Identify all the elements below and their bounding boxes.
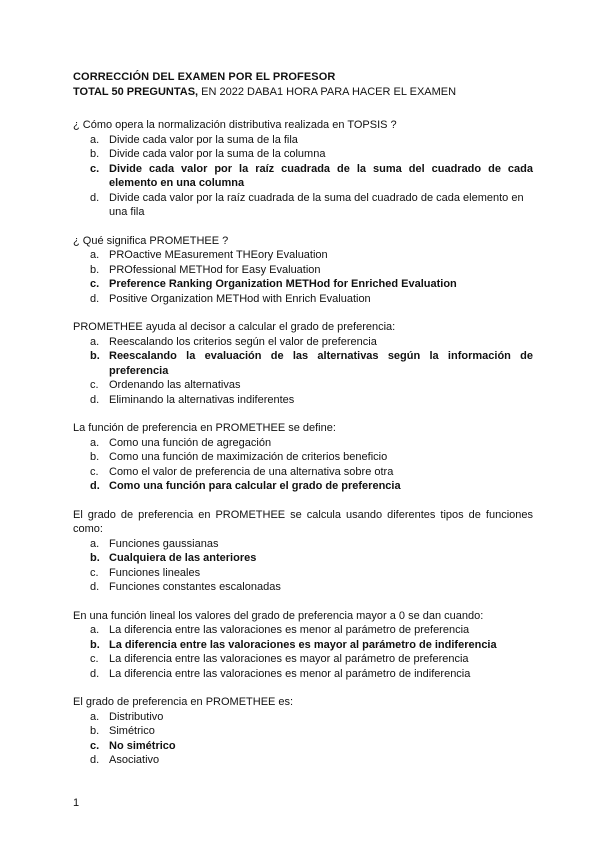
- option-marker: d.: [90, 393, 100, 406]
- option-text: Divide cada valor por la raíz cuadrada de la suma del cuadrado de cada elemento en una fila: [109, 191, 524, 218]
- question-block: [73, 234, 533, 307]
- option-marker: d.: [90, 667, 100, 680]
- option: [73, 393, 533, 408]
- correct-option: [73, 277, 533, 292]
- question-text: PROMETHEE ayuda al decisor a calcular el grado de preferencia:: [73, 321, 396, 333]
- option-list: [73, 436, 533, 494]
- option-text: PROactive MEasurement THEory Evaluation: [109, 249, 328, 261]
- option-marker: b.: [90, 552, 100, 564]
- option-marker: b.: [90, 148, 100, 160]
- option-marker: d.: [90, 754, 100, 766]
- document-header: [73, 70, 533, 100]
- option-text: Reescalando la evaluación de las alternativas según la información de preferencia: [109, 350, 533, 377]
- option-marker: b.: [90, 638, 100, 651]
- document-subtitle: [73, 85, 533, 100]
- option: [73, 263, 533, 278]
- option-text: Positive Organization METHod with Enrich Evaluation: [109, 292, 371, 305]
- subtitle-bold: TOTAL 50 PREGUNTAS,: [73, 86, 199, 98]
- option-text: Asociativo: [109, 754, 160, 766]
- option: [73, 566, 533, 581]
- option: [73, 667, 533, 682]
- option-text: La diferencia entre las valoraciones es menor al parámetro de indiferencia: [109, 667, 471, 680]
- option-text: La diferencia entre las valoraciones es mayor al parámetro de preferencia: [109, 653, 469, 665]
- option: [73, 436, 533, 451]
- option-marker: d.: [90, 581, 100, 593]
- option-list: [73, 248, 533, 306]
- option-marker: b.: [90, 350, 100, 362]
- option-marker: c.: [90, 379, 99, 391]
- option-text: La diferencia entre las valoraciones es menor al parámetro de preferencia: [109, 624, 470, 636]
- option-text: Como el valor de preferencia de una alternativa sobre otra: [109, 465, 394, 478]
- option-text: Funciones gaussianas: [109, 537, 219, 550]
- option: [73, 580, 533, 595]
- option-list: [73, 710, 533, 768]
- option-text: Simétrico: [109, 725, 155, 737]
- questions-list: [73, 118, 533, 782]
- option-text: Como una función para calcular el grado de preferencia: [109, 480, 401, 492]
- option: [73, 292, 533, 307]
- question-text: ¿ Qué significa PROMETHEE ?: [73, 234, 229, 247]
- option: [73, 623, 533, 638]
- correct-option: [73, 551, 533, 566]
- option-marker: c.: [90, 739, 100, 752]
- option-text: Funciones lineales: [109, 566, 201, 579]
- option-marker: a.: [90, 133, 100, 146]
- question-block: [73, 508, 533, 595]
- question-block: [73, 609, 533, 682]
- correct-option: [73, 162, 533, 191]
- correct-option: [73, 479, 533, 494]
- option: [73, 450, 533, 465]
- option-marker: d.: [90, 480, 100, 492]
- option-text: Distributivo: [109, 710, 164, 723]
- correct-option: [73, 739, 533, 754]
- option-text: Como una función de agregación: [109, 436, 272, 449]
- option: [73, 753, 533, 768]
- option: [73, 465, 533, 480]
- page-number: 1: [73, 797, 80, 809]
- option-text: PROfessional METHod for Easy Evaluation: [109, 263, 321, 276]
- option: [73, 710, 533, 725]
- question-block: [73, 695, 533, 768]
- option-text: La diferencia entre las valoraciones es mayor al parámetro de indiferencia: [109, 638, 497, 651]
- option-text: Divide cada valor por la suma de la fila: [109, 133, 298, 146]
- option-text: Divide cada valor por la raíz cuadrada de la suma del cuadrado de cada elemento en una columna: [109, 162, 533, 189]
- option-marker: a.: [90, 624, 100, 636]
- option-text: Divide cada valor por la suma de la columna: [109, 148, 326, 160]
- document-title: CORRECCIÓN DEL EXAMEN POR EL PROFESOR: [73, 71, 336, 83]
- option-marker: a.: [90, 436, 100, 449]
- option: [73, 378, 533, 393]
- question-text: La función de preferencia en PROMETHEE se define:: [73, 422, 336, 434]
- option-list: [73, 623, 533, 681]
- option-text: Como una función de maximización de criterios beneficio: [109, 451, 388, 463]
- option-text: Cualquiera de las anteriores: [109, 552, 257, 564]
- option-marker: c.: [90, 465, 99, 478]
- option: [73, 133, 533, 148]
- option-text: Preference Ranking Organization METHod for Enriched Evaluation: [109, 278, 457, 290]
- question-text: El grado de preferencia en PROMETHEE se calcula usando diferentes tipos de funciones como:: [73, 508, 533, 535]
- option-marker: b.: [90, 725, 100, 737]
- option-marker: b.: [90, 263, 100, 276]
- option: [73, 537, 533, 552]
- option-text: Reescalando los criterios según el valor de preferencia: [109, 335, 377, 348]
- option: [73, 147, 533, 162]
- correct-option: [73, 638, 533, 653]
- option-text: No simétrico: [109, 739, 176, 752]
- option: [73, 652, 533, 667]
- correct-option: [73, 349, 533, 378]
- option-text: Funciones constantes escalonadas: [109, 581, 281, 593]
- option-marker: c.: [90, 278, 100, 290]
- option-marker: a.: [90, 537, 100, 550]
- option-list: [73, 537, 533, 595]
- option-marker: d.: [90, 191, 100, 204]
- option-marker: a.: [90, 335, 100, 348]
- option: [73, 724, 533, 739]
- subtitle-rest: EN 2022 DABA1 HORA PARA HACER EL EXAMEN: [198, 86, 457, 98]
- option-marker: c.: [90, 566, 99, 579]
- option-marker: b.: [90, 451, 100, 463]
- option-text: Ordenando las alternativas: [109, 379, 241, 391]
- question-text: En una función lineal los valores del grado de preferencia mayor a 0 se dan cuando:: [73, 609, 484, 622]
- option-marker: d.: [90, 292, 100, 305]
- option: [73, 248, 533, 263]
- question-block: [73, 320, 533, 407]
- option-list: [73, 133, 533, 220]
- option-marker: a.: [90, 710, 100, 723]
- question-block: [73, 118, 533, 220]
- option-marker: c.: [90, 162, 100, 175]
- option-list: [73, 335, 533, 408]
- option-marker: a.: [90, 249, 100, 261]
- option: [73, 335, 533, 350]
- option-marker: c.: [90, 653, 99, 665]
- question-block: [73, 421, 533, 494]
- question-text: El grado de preferencia en PROMETHEE es:: [73, 696, 294, 708]
- option-text: Eliminando la alternativas indiferentes: [109, 393, 295, 406]
- question-text: ¿ Cómo opera la normalización distributiva realizada en TOPSIS ?: [73, 119, 397, 131]
- option: [73, 191, 533, 220]
